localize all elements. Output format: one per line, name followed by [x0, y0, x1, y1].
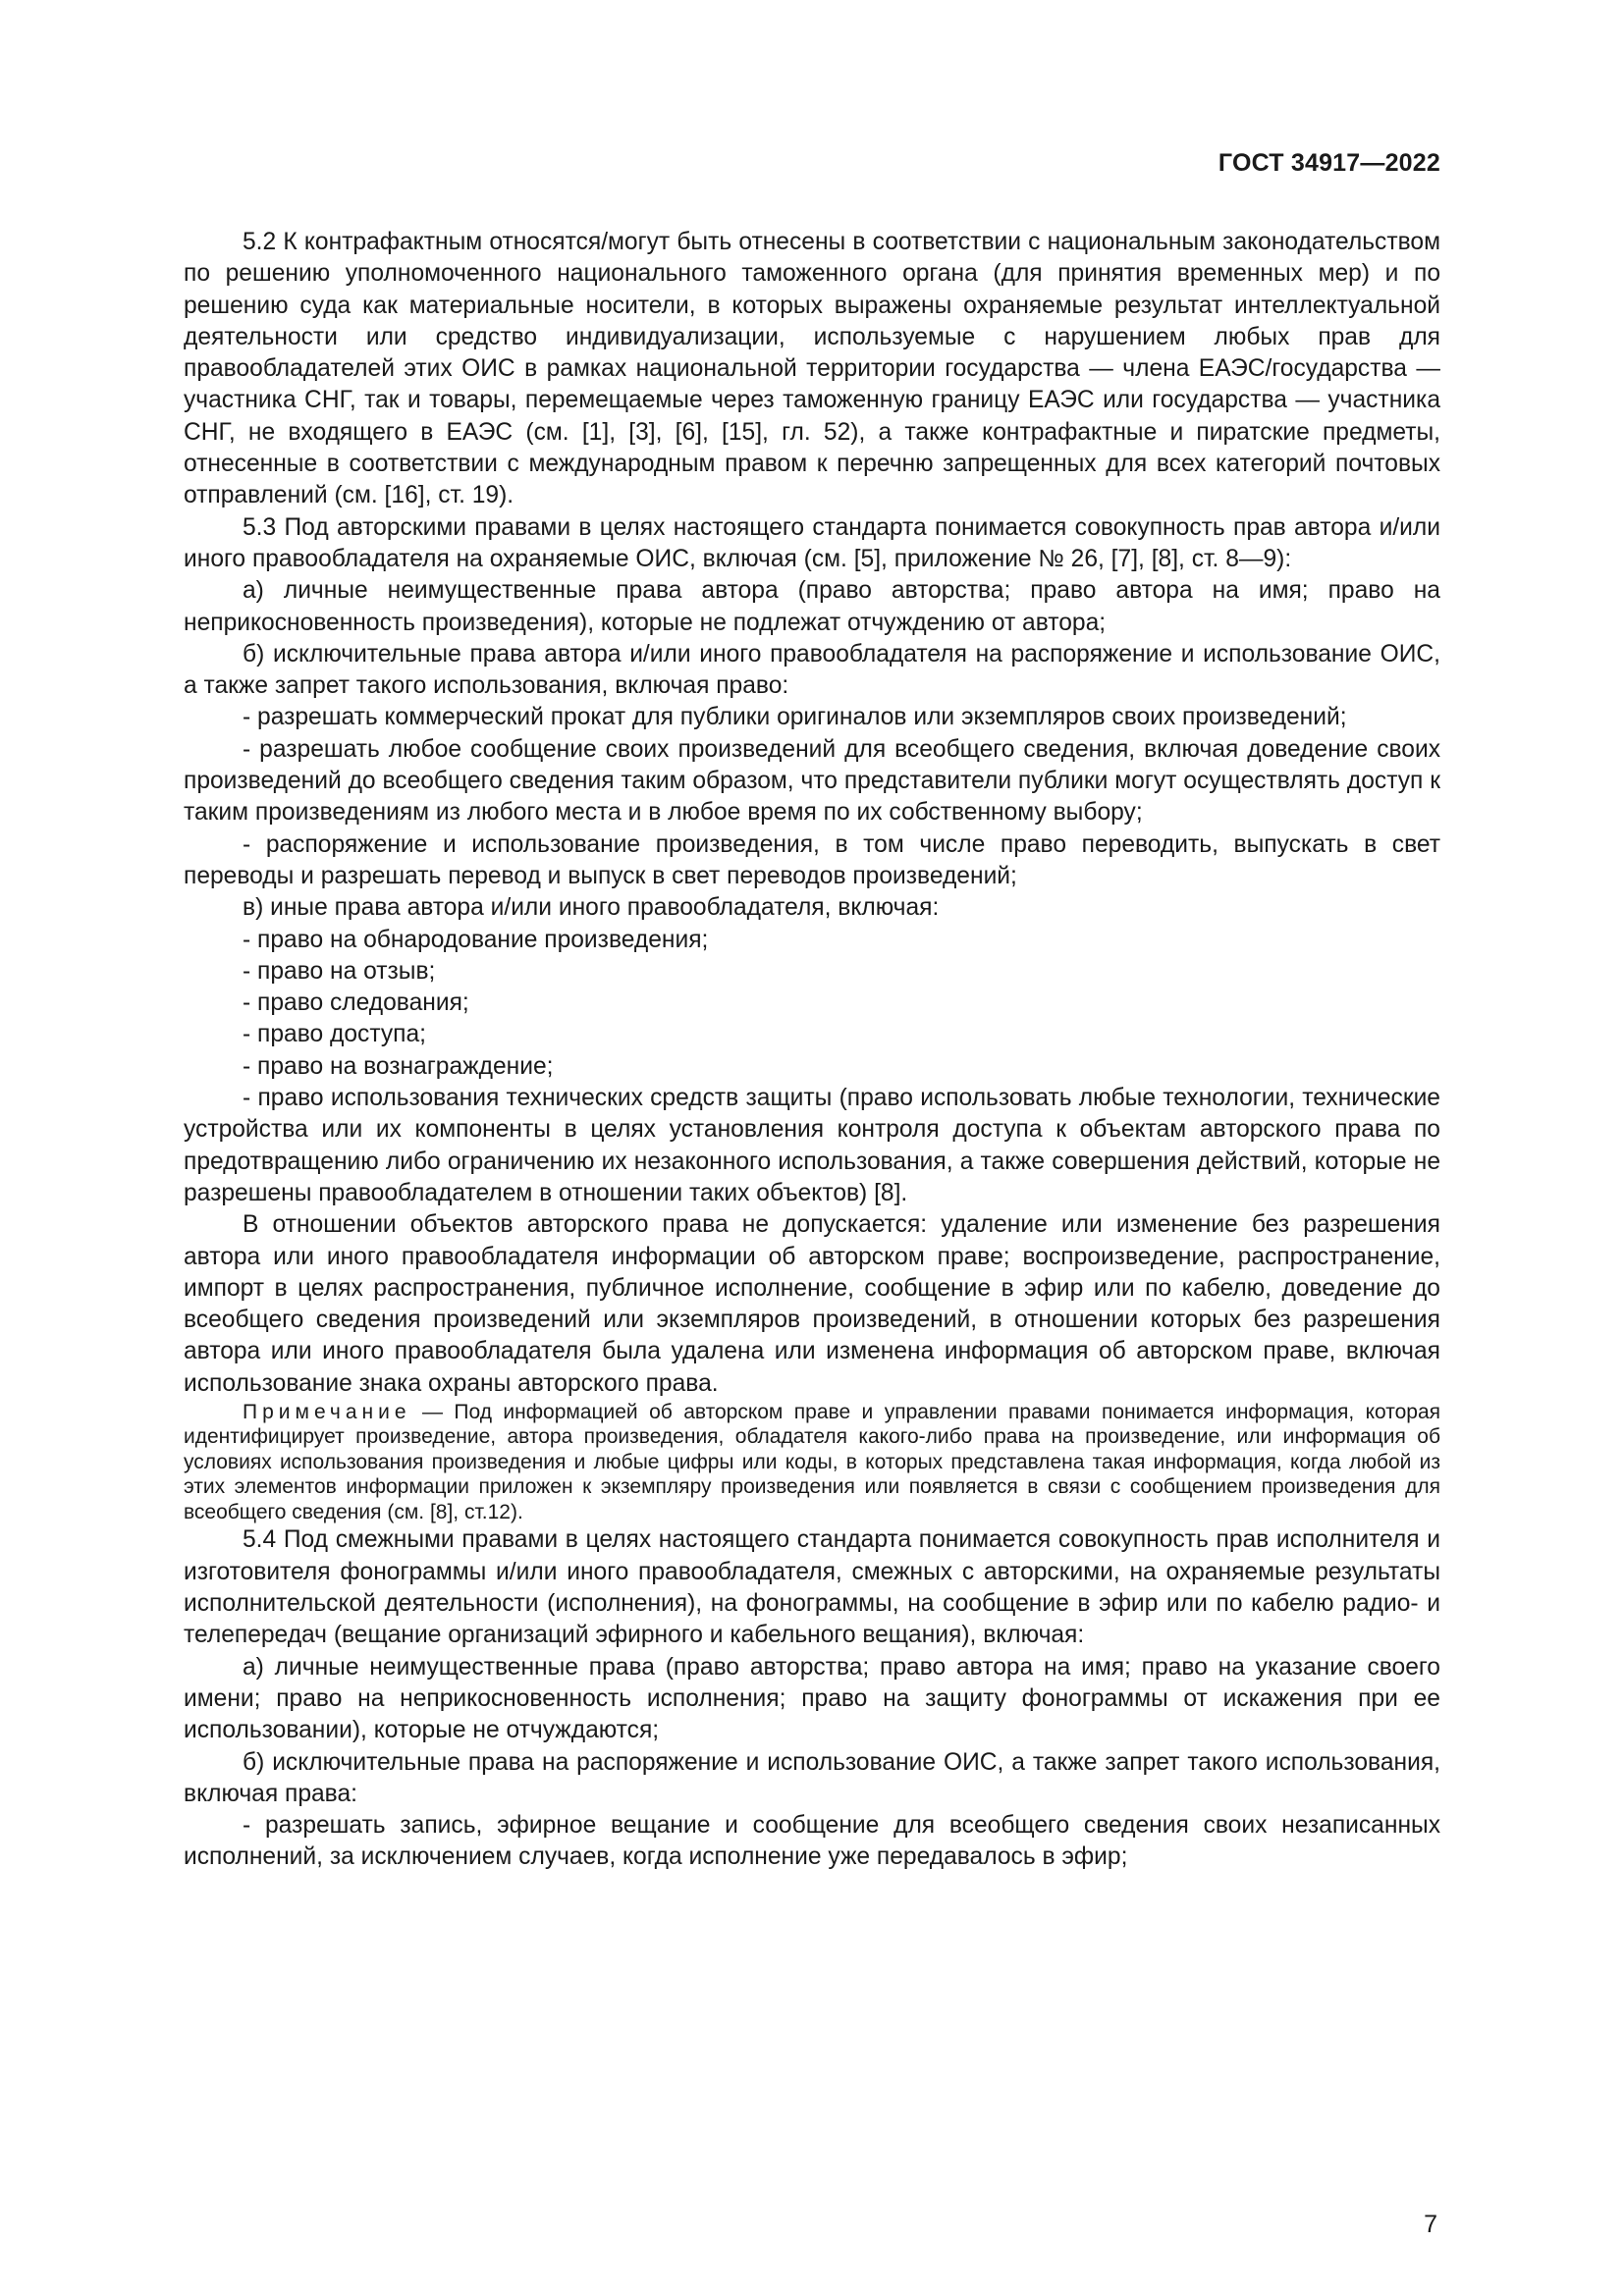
- list-item-5-3-v-5: - право на вознаграждение;: [243, 1052, 554, 1080]
- list-item-5-3-v-2: - право на отзыв;: [243, 957, 436, 985]
- list-item-5-3-b-1: - разрешать коммерческий прокат для публики оригиналов или экземпляров своих произведений;: [243, 704, 1347, 731]
- paragraph-5-4: 5.4 Под смежными правами в целях настоящего стандарта понимается совокупность прав исполнителя и изготовителя фонограммы и/или иного правообладателя, смежных с авторскими, на охраняемые результаты исполнительской деятельности (исполнения), на фонограммы, на сообщение в эфир или по кабелю радио- и телепередач (вещание организаций эфирного и кабельного вещания), включая:: [184, 1526, 1440, 1649]
- paragraph-5-2: 5.2 К контрафактным относятся/могут быть отнесены в соответствии с национальным законодательством по решению уполномоченного национального таможенного органа (для принятия временных мер) и по решению суда как материальные носители, в которых выражены охраняемые результат интеллектуальной деятельности или средство индивидуализации, используемые с нарушением любых прав для правообладателей этих ОИС в рамках национальной территории государства — члена ЕАЭС/государства — участника СНГ, так и товары, перемещаемые через таможенную границу ЕАЭС или государства — участника СНГ, не входящего в ЕАЭС (см. [1], [3], [6], [15], гл. 52), а также контрафактные и пиратские предметы, отнесенные в соответствии с международным правом к перечню запрещенных для всех категорий почтовых отправлений (см. [16], ст. 19).: [184, 229, 1440, 509]
- list-item-5-3-a: а) личные неимущественные права автора (право авторства; право автора на имя; право на неприкосновенность произведения), которые не подлежат отчуждению от автора;: [184, 577, 1440, 636]
- document-header: ГОСТ 34917—2022: [1218, 149, 1440, 177]
- document-body: [184, 227, 1440, 1874]
- note-label: Примечание: [243, 1400, 411, 1423]
- paragraph-5-3: 5.3 Под авторскими правами в целях настоящего стандарта понимается совокупность прав автора и/или иного правообладателя на охраняемые ОИС, включая (см. [5], приложение № 26, [7], [8], ст. 8—9):: [184, 513, 1440, 572]
- note-text: — Под информацией об авторском праве и управлении правами понимается информация, которая идентифицирует произведение, автора произведения, обладателя какого-либо права на произведение, или информация об условиях использования произведения и любые цифры или коды, в которых представлена такая информация, когда любой из этих элементов информации приложен к экземпляру произведения или появляется в связи с сообщением произведения для всеобщего сведения (см. [8], ст.12).: [184, 1400, 1441, 1523]
- page-number: 7: [1424, 2211, 1437, 2238]
- list-item-5-3-v-4: - право доступа;: [243, 1021, 426, 1048]
- list-item-5-3-b-3: - распоряжение и использование произведения, в том числе право переводить, выпускать в свет переводы и разрешать перевод и выпуск в свет переводов произведений;: [184, 830, 1440, 889]
- note: [184, 1400, 1440, 1525]
- paragraph-5-3-restrictions: В отношении объектов авторского права не допускается: удаление или изменение без разрешения автора или иного правообладателя информации об авторском праве; воспроизведение, распространение, импорт в целях распространения, публичное исполнение, сообщение в эфир или по кабелю, доведение до всеобщего сведения произведений или экземпляров произведений, в отношении которых без разрешения автора или иного правообладателя была удалена или изменена информация об авторском праве, включая использование знака охраны авторского права.: [184, 1211, 1440, 1397]
- list-item-5-4-b-1: - разрешать запись, эфирное вещание и сообщение для всеобщего сведения своих незаписанных исполнений, за исключением случаев, когда исполнение уже передавалось в эфир;: [184, 1812, 1440, 1871]
- list-item-5-3-v-1: - право на обнародование произведения;: [243, 926, 709, 953]
- list-item-5-3-v: в) иные права автора и/или иного правообладателя, включая:: [243, 894, 940, 922]
- list-item-5-3-v-3: - право следования;: [243, 989, 469, 1017]
- list-item-5-3-v-6: - право использования технических средств защиты (право использовать любые технологии, технические устройства или их компоненты в целях установления контроля доступа к объектам авторского права по предотвращению либо ограничению их незаконного использования, а также совершения действий, которые не разрешены правообладателем в отношении таких объектов) [8].: [184, 1085, 1440, 1206]
- list-item-5-4-a: а) личные неимущественные права (право авторства; право автора на имя; право на указание своего имени; право на неприкосновенность исполнения; право на защиту фонограммы от искажения при ее использовании), которые не отчуждаются;: [184, 1653, 1440, 1744]
- list-item-5-4-b: б) исключительные права на распоряжение и использование ОИС, а также запрет такого использования, включая права:: [184, 1748, 1440, 1807]
- list-item-5-3-b-2: - разрешать любое сообщение своих произведений для всеобщего сведения, включая доведение своих произведений до всеобщего сведения таким образом, что представители публики могут осуществлять доступ к таким произведениям из любого места и в любое время по их собственному выбору;: [184, 735, 1440, 827]
- list-item-5-3-b: б) исключительные права автора и/или иного правообладателя на распоряжение и использование ОИС, а также запрет такого использования, включая право:: [184, 640, 1440, 700]
